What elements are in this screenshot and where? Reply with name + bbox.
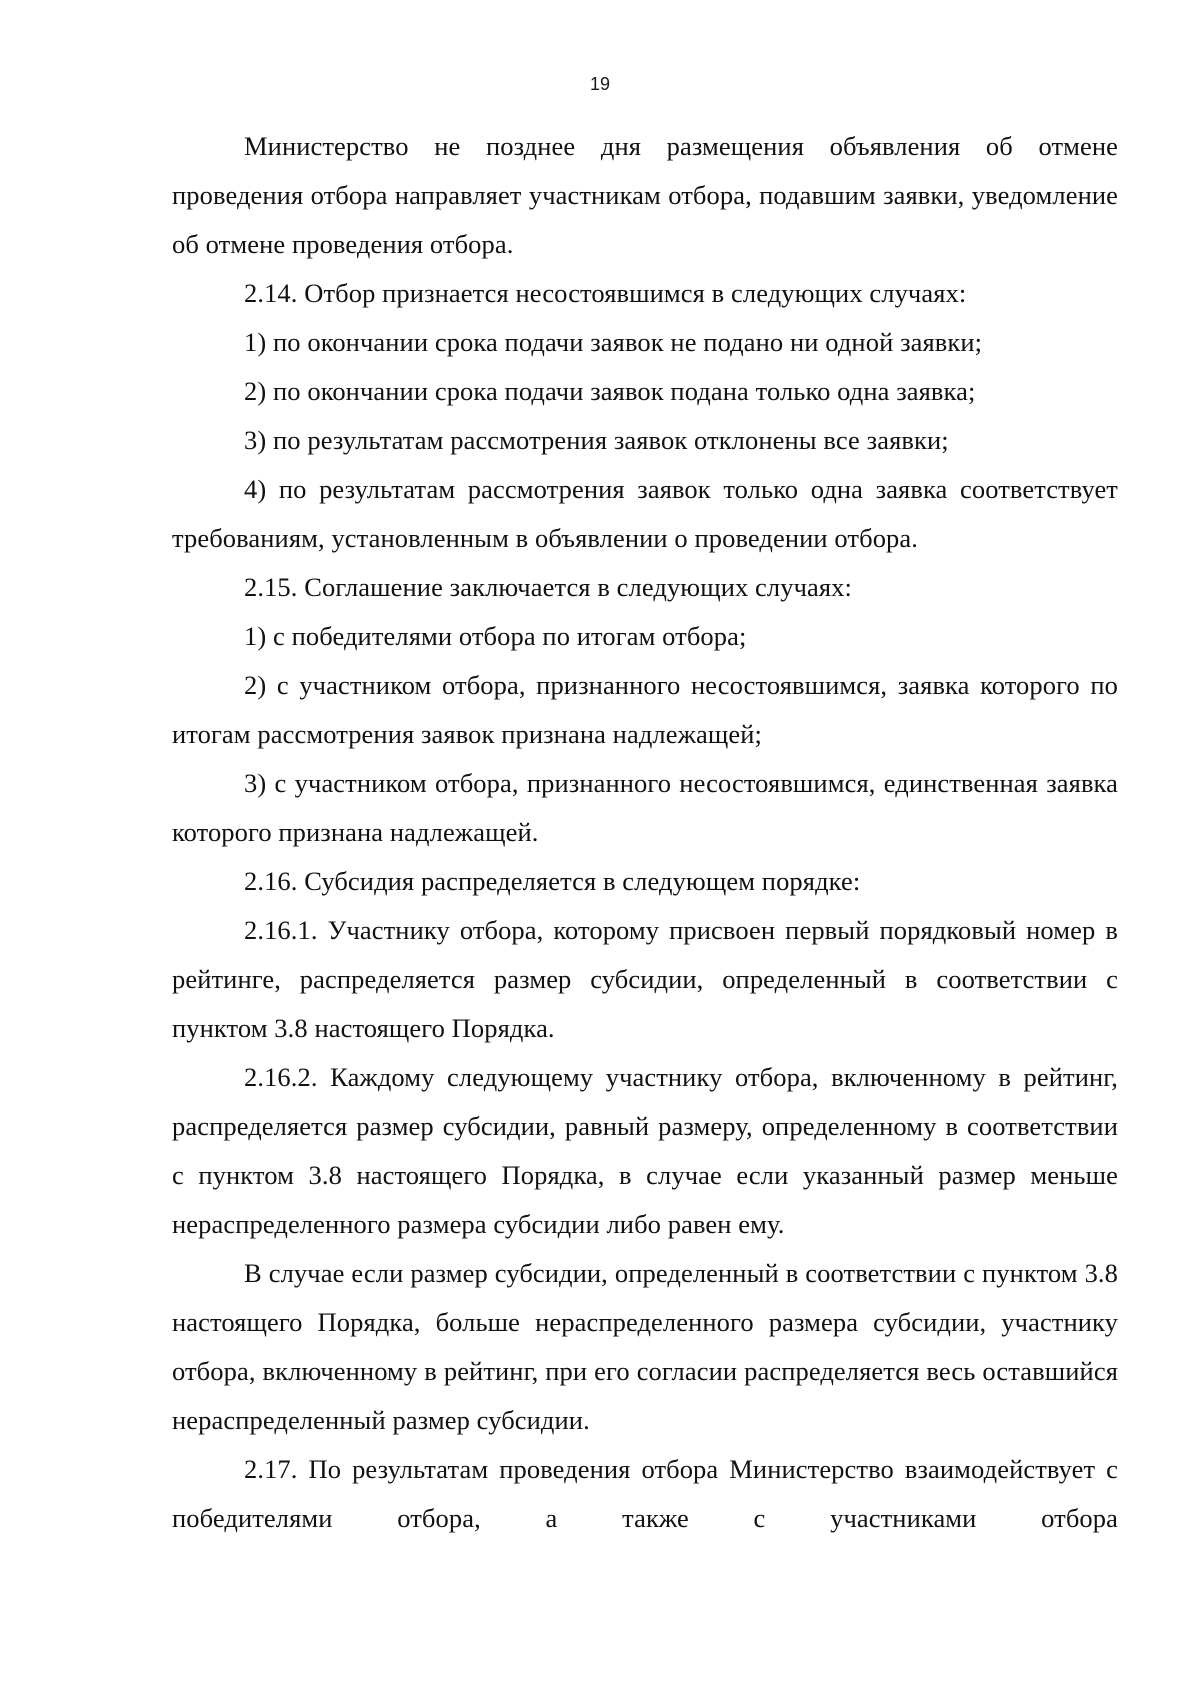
paragraph-remaining-subsidy: В случае если размер субсидии, определенный в соответствии с пунктом 3.8 настоящего Порядка, больше нераспределенного размера субсидии, участнику отбора, включенному в рейтинг, при его согласии распределяется весь оставшийся нераспределенный размер субсидии. xyxy=(172,1258,1118,1435)
paragraph-cancellation-notice: Министерство не позднее дня размещения объявления об отмене проведения отбора направляет участникам отбора, подавшим заявки, уведомление об отмене проведения отбора. xyxy=(172,131,1118,259)
list-item-2-14-2: 2) по окончании срока подачи заявок подана только одна заявка; xyxy=(244,376,976,406)
list-item-2-14-4: 4) по результатам рассмотрения заявок только одна заявка соответствует требованиям, установленным в объявлении о проведении отбора. xyxy=(172,474,1118,553)
list-item-2-15-1: 1) с победителями отбора по итогам отбора; xyxy=(244,621,747,651)
paragraph-2-14: 2.14. Отбор признается несостоявшимся в следующих случаях: xyxy=(244,278,967,308)
list-item-2-14-1: 1) по окончании срока подачи заявок не подано ни одной заявки; xyxy=(244,327,983,357)
paragraph-2-17: 2.17. По результатам проведения отбора Министерство взаимодействует с победителями отбора, а также с участниками отбора xyxy=(172,1454,1118,1533)
list-item-2-15-2: 2) с участником отбора, признанного несостоявшимся, заявка которого по итогам рассмотрения заявок признана надлежащей; xyxy=(172,670,1118,749)
page-number: 19 xyxy=(589,74,611,94)
list-item-2-14-3: 3) по результатам рассмотрения заявок отклонены все заявки; xyxy=(244,425,949,455)
paragraph-2-16-1: 2.16.1. Участнику отбора, которому присвоен первый порядковый номер в рейтинге, распределяется размер субсидии, определенный в соответствии с пунктом 3.8 настоящего Порядка. xyxy=(172,915,1118,1043)
paragraph-2-15: 2.15. Соглашение заключается в следующих случаях: xyxy=(244,572,852,602)
list-item-2-15-3: 3) с участником отбора, признанного несостоявшимся, единственная заявка которого признана надлежащей. xyxy=(172,768,1118,847)
document-body xyxy=(172,122,1118,1543)
paragraph-2-16-2: 2.16.2. Каждому следующему участнику отбора, включенному в рейтинг, распределяется размер субсидии, равный размеру, определенному в соответствии с пунктом 3.8 настоящего Порядка, в случае если указанный размер меньше нераспределенного размера субсидии либо равен ему. xyxy=(172,1062,1118,1239)
paragraph-2-16: 2.16. Субсидия распределяется в следующем порядке: xyxy=(244,866,861,896)
